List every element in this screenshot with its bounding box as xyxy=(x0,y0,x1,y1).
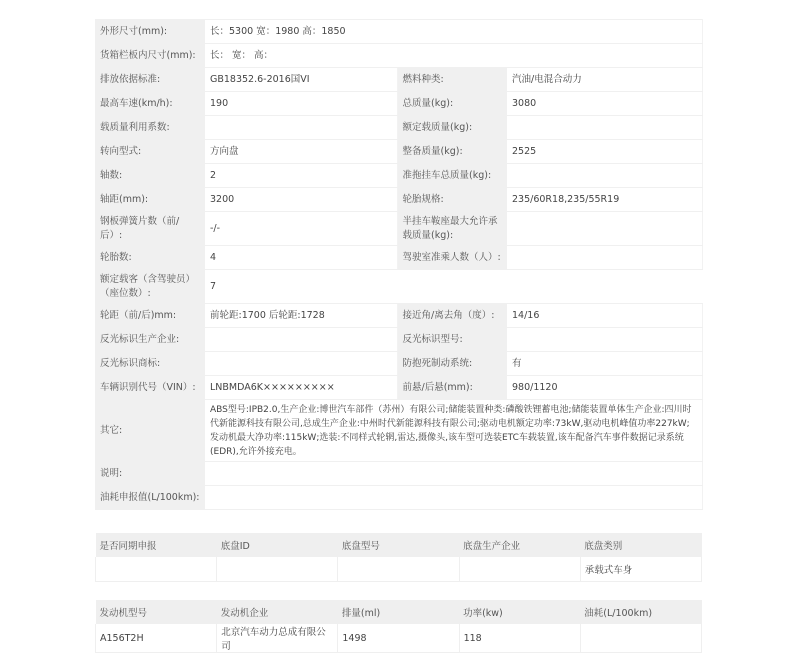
spec-row xyxy=(95,212,702,246)
spec-value: 汽油/电混合动力 xyxy=(507,68,702,92)
table-header-row xyxy=(96,533,702,557)
column-header: 发动机型号 xyxy=(96,600,217,624)
spec-value xyxy=(507,164,702,188)
spec-label: 轮胎规格: xyxy=(397,188,507,212)
engine-table xyxy=(95,600,702,653)
spec-value: 3080 xyxy=(507,92,702,116)
spec-value xyxy=(205,116,397,140)
spec-row xyxy=(95,140,702,164)
spec-label: 反光标识生产企业: xyxy=(95,328,205,352)
table-cell xyxy=(338,557,459,582)
spec-label: 反光标识型号: xyxy=(397,328,507,352)
column-header: 底盘生产企业 xyxy=(459,533,580,557)
spec-label: 燃料种类: xyxy=(397,68,507,92)
spec-label: 额定载客（含驾驶员）（座位数）: xyxy=(95,270,205,304)
spec-row-dimensions xyxy=(95,20,702,44)
spec-label: 轴距(mm): xyxy=(95,188,205,212)
column-header: 排量(ml) xyxy=(338,600,459,624)
spec-value: 980/1120 xyxy=(507,376,702,400)
spec-label: 额定载质量(kg): xyxy=(397,116,507,140)
spec-value: 235/60R18,235/55R19 xyxy=(507,188,702,212)
vehicle-spec-table xyxy=(95,19,703,510)
spec-value xyxy=(507,328,702,352)
table-cell: 1498 xyxy=(338,624,459,653)
column-header: 底盘ID xyxy=(217,533,338,557)
spec-value xyxy=(507,116,702,140)
table-row xyxy=(96,624,702,653)
spec-label: 整备质量(kg): xyxy=(397,140,507,164)
spec-value: 7 xyxy=(205,270,702,304)
column-header: 油耗(L/100km) xyxy=(580,600,701,624)
spec-row-cargo-dimensions xyxy=(95,44,702,68)
spec-label: 货箱栏板内尺寸(mm): xyxy=(95,44,205,68)
spec-row xyxy=(95,188,702,212)
spec-label: 排放依据标准: xyxy=(95,68,205,92)
spec-label: 载质量利用系数: xyxy=(95,116,205,140)
spec-value: LNBMDA6K××××××××× xyxy=(205,376,397,400)
spec-row-notes xyxy=(95,462,702,486)
column-header: 发动机企业 xyxy=(217,600,338,624)
chassis-table xyxy=(95,533,702,582)
spec-value xyxy=(205,328,397,352)
table-cell xyxy=(459,557,580,582)
spec-row xyxy=(95,376,702,400)
spec-label: 接近角/离去角（度）: xyxy=(397,304,507,328)
table-cell: 承载式车身 xyxy=(580,557,701,582)
spec-value: 2 xyxy=(205,164,397,188)
spec-value: 方向盘 xyxy=(205,140,397,164)
spec-label: 说明: xyxy=(95,462,205,486)
spec-label: 转向型式: xyxy=(95,140,205,164)
spec-row xyxy=(95,116,702,140)
spec-label: 外形尺寸(mm): xyxy=(95,20,205,44)
spec-value xyxy=(205,462,702,486)
spec-row xyxy=(95,92,702,116)
spec-row xyxy=(95,68,702,92)
spec-value: 前轮距:1700 后轮距:1728 xyxy=(205,304,397,328)
spec-label: 油耗申报值(L/100km): xyxy=(95,486,205,510)
spec-value: GB18352.6-2016国VI xyxy=(205,68,397,92)
column-header: 底盘类别 xyxy=(580,533,701,557)
column-header: 功率(kw) xyxy=(459,600,580,624)
table-cell xyxy=(580,624,701,653)
spec-row xyxy=(95,328,702,352)
spec-value: 长：5300 宽：1980 高：1850 xyxy=(205,20,702,44)
spec-value: 有 xyxy=(507,352,702,376)
spec-value xyxy=(507,246,702,270)
column-header: 是否同期申报 xyxy=(96,533,217,557)
spec-label: 反光标识商标: xyxy=(95,352,205,376)
spec-row-other xyxy=(95,400,702,462)
spec-label: 驾驶室准乘人数（人）: xyxy=(397,246,507,270)
spec-label: 轮胎数: xyxy=(95,246,205,270)
table-cell: 118 xyxy=(459,624,580,653)
spec-value: 3200 xyxy=(205,188,397,212)
spec-row-seats xyxy=(95,270,702,304)
spec-row xyxy=(95,164,702,188)
spec-value: 190 xyxy=(205,92,397,116)
spec-label: 防抱死制动系统: xyxy=(397,352,507,376)
table-cell: A156T2H xyxy=(96,624,217,653)
table-row xyxy=(96,557,702,582)
spec-label: 半挂车鞍座最大允许承载质量(kg): xyxy=(397,212,507,246)
column-header: 底盘型号 xyxy=(338,533,459,557)
spec-value xyxy=(205,352,397,376)
table-cell: 北京汽车动力总成有限公司 xyxy=(217,624,338,653)
spec-label: 轮距（前/后)mm: xyxy=(95,304,205,328)
spec-row-fuel-consumption xyxy=(95,486,702,510)
spec-label: 总质量(kg): xyxy=(397,92,507,116)
spec-row xyxy=(95,246,702,270)
spec-value-other: ABS型号:IPB2.0,生产企业:博世汽车部件（苏州）有限公司;储能装置种类:磷酸铁锂蓄电池;储能装置单体生产企业:四川时代新能源科技有限公司,总成生产企业:中州时代新能源科技有限公司;驱动电机额定功率:73kW,驱动电机峰值功率227kW;发动机最大净功率:115kW;选装:不同样式轮辋,雷达,摄像头,该车型可选装ETC车载装置,该车配备汽车事件数据记录系统(EDR),允许外接充电。 xyxy=(205,400,702,462)
spec-row xyxy=(95,352,702,376)
spec-row xyxy=(95,304,702,328)
spec-label: 车辆识别代号（VIN）: xyxy=(95,376,205,400)
table-cell xyxy=(217,557,338,582)
table-cell xyxy=(96,557,217,582)
spec-value xyxy=(205,486,702,510)
spec-label: 前悬/后悬(mm): xyxy=(397,376,507,400)
spec-label: 钢板弹簧片数（前/后）: xyxy=(95,212,205,246)
spec-label: 轴数: xyxy=(95,164,205,188)
spec-value: 长： 宽： 高： xyxy=(205,44,702,68)
table-header-row xyxy=(96,600,702,624)
spec-value: 4 xyxy=(205,246,397,270)
spec-label: 准拖挂车总质量(kg): xyxy=(397,164,507,188)
spec-value: 14/16 xyxy=(507,304,702,328)
spec-value xyxy=(507,212,702,246)
spec-value: -/- xyxy=(205,212,397,246)
spec-label: 最高车速(km/h): xyxy=(95,92,205,116)
spec-value: 2525 xyxy=(507,140,702,164)
spec-label: 其它: xyxy=(95,400,205,462)
